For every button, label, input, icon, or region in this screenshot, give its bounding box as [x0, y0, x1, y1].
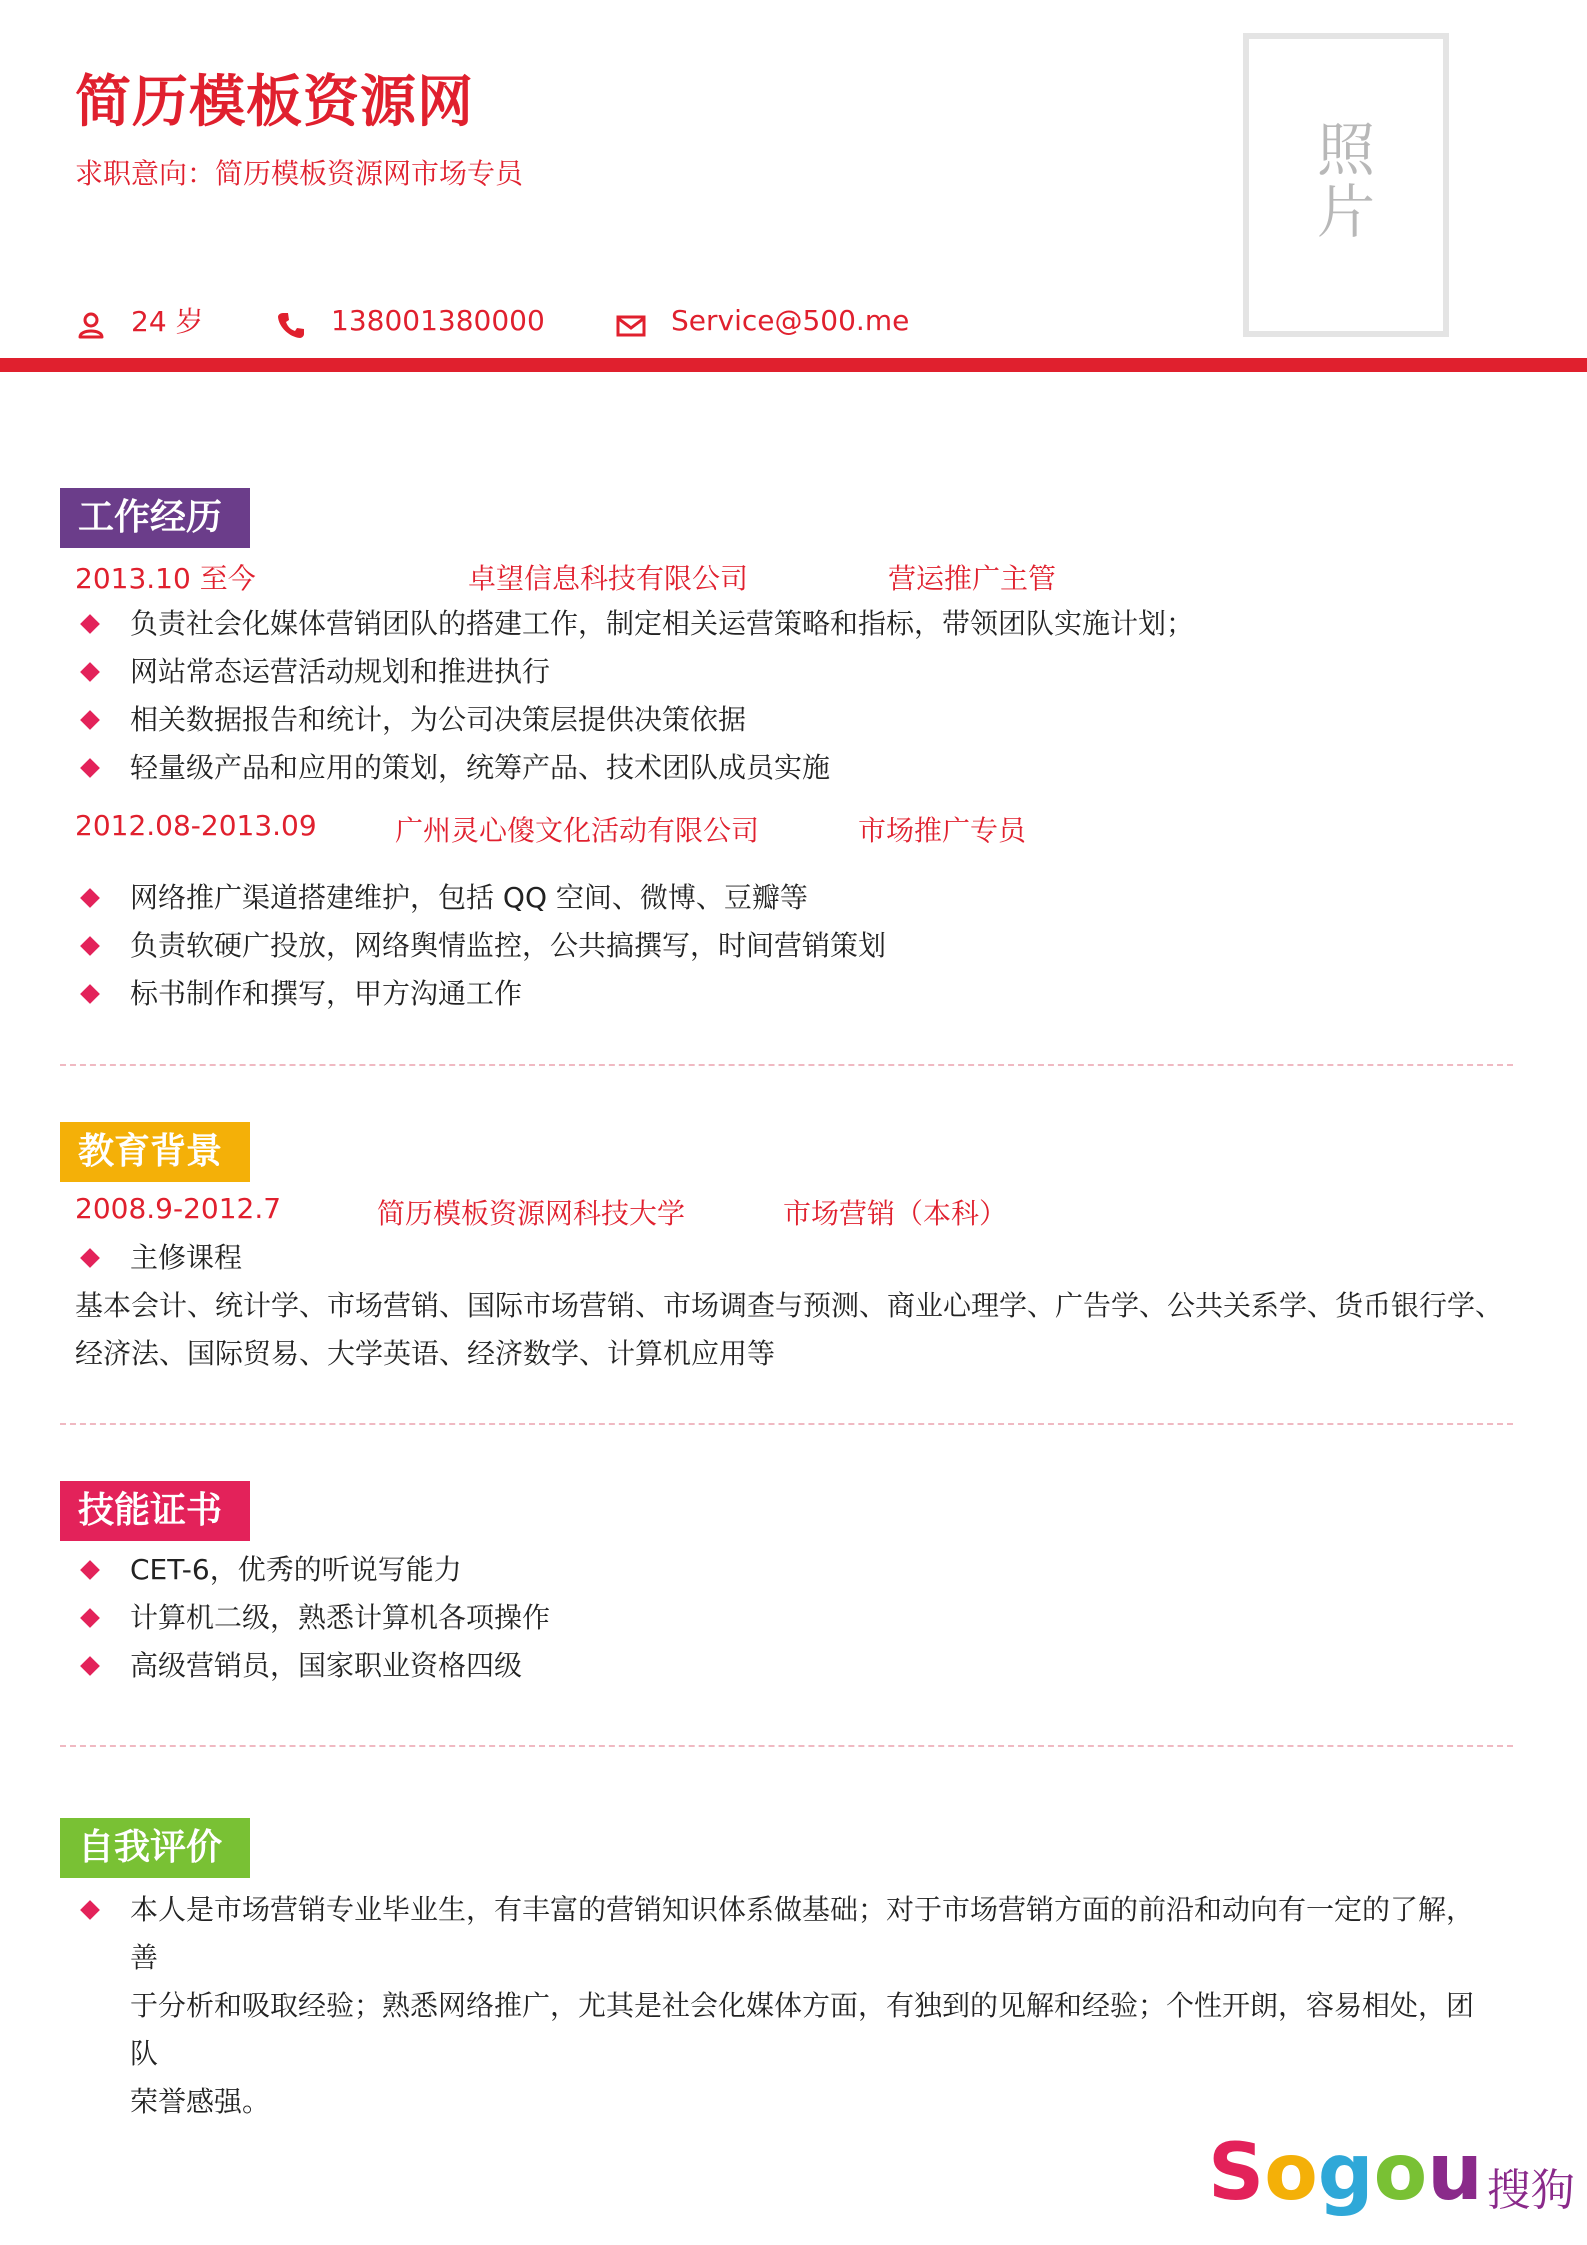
- duty-text: 负责社会化媒体营销团队的搭建工作，制定相关运营策略和指标，带领团队实施计划；: [130, 607, 1195, 640]
- skill-text: CET-6，优秀的听说写能力: [130, 1553, 462, 1586]
- list-item: [80, 696, 1194, 744]
- photo-label: 照片: [1316, 116, 1375, 246]
- section-divider: [60, 1423, 1513, 1425]
- section-title-work: 工作经历: [60, 488, 250, 548]
- job-2-role: 市场推广专员: [858, 814, 1027, 847]
- self-line: 本人是市场营销专业毕业生，有丰富的营销知识体系做基础；对于市场营销方面的前沿和动向有一定的了解，善: [130, 1893, 1475, 1974]
- diamond-bullet-icon: [80, 1656, 100, 1676]
- diamond-bullet-icon: [80, 662, 100, 682]
- contact-age: [75, 300, 204, 340]
- phone-icon: [275, 309, 307, 341]
- job-intent: [75, 152, 523, 192]
- contact-email: [615, 300, 909, 340]
- list-item: [80, 1594, 550, 1642]
- duty-text: 相关数据报告和统计，为公司决策层提供决策依据: [130, 703, 747, 736]
- diamond-bullet-icon: [80, 1248, 100, 1268]
- logo-letter: o: [1264, 2128, 1318, 2218]
- section-title-skills: 技能证书: [60, 1481, 250, 1541]
- phone-value: 138001380000: [331, 303, 545, 337]
- job-2-company: 广州灵心傻文化活动有限公司: [395, 814, 760, 847]
- job-intent-label: 求职意向：: [75, 157, 216, 190]
- job-intent-value: 简历模板资源网市场专员: [215, 157, 524, 190]
- diamond-bullet-icon: [80, 888, 100, 908]
- job-1-period: 2013.10 至今: [75, 562, 256, 595]
- duty-text: 标书制作和撰写，甲方沟通工作: [130, 977, 523, 1010]
- list-item: [80, 744, 1194, 792]
- diamond-bullet-icon: [80, 936, 100, 956]
- diamond-bullet-icon: [80, 614, 100, 634]
- age-value: 24 岁: [131, 305, 204, 338]
- job-1-company: 卓望信息科技有限公司: [468, 562, 749, 595]
- logo-letter: S: [1208, 2128, 1265, 2218]
- diamond-bullet-icon: [80, 984, 100, 1004]
- edu-major: 市场营销（本科）: [783, 1197, 1008, 1230]
- person-icon: [75, 309, 107, 341]
- job-1-duties: [80, 600, 1194, 792]
- section-title-self-evaluation: 自我评价: [60, 1818, 250, 1878]
- logo-letter: o: [1373, 2128, 1428, 2218]
- duty-text: 负责软硬广投放，网络舆情监控，公共搞撰写，时间营销策划: [130, 929, 887, 962]
- photo-placeholder: [1243, 33, 1449, 337]
- section-divider: [60, 1064, 1513, 1066]
- list-item: [80, 1642, 550, 1690]
- job-2-duties: [80, 874, 886, 1018]
- courses-line: 基本会计、统计学、市场营销、国际市场营销、市场调查与预测、商业心理学、广告学、公共关系学、货币银行学、: [75, 1289, 1504, 1322]
- list-item: [80, 600, 1194, 648]
- logo-chinese-text: 搜狗: [1486, 2165, 1575, 2216]
- list-item: [80, 1546, 550, 1594]
- job-2-period: 2012.08-2013.09: [75, 809, 317, 842]
- list-item: [80, 922, 886, 970]
- list-item: [80, 874, 886, 922]
- duty-text: 轻量级产品和应用的策划，统筹产品、技术团队成员实施: [130, 751, 831, 784]
- logo-letter: g: [1317, 2128, 1374, 2218]
- duty-text: 网站常态运营活动规划和推进执行: [130, 655, 551, 688]
- edu-courses-heading-list: [80, 1234, 242, 1282]
- contact-phone: [275, 300, 545, 340]
- job-1-role: 营运推广主管: [888, 562, 1057, 595]
- diamond-bullet-icon: [80, 1608, 100, 1628]
- duty-text: 网络推广渠道搭建维护，包括 QQ 空间、微博、豆瓣等: [130, 881, 808, 914]
- skill-text: 高级营销员，国家职业资格四级: [130, 1649, 523, 1682]
- edu-school: 简历模板资源网科技大学: [377, 1197, 686, 1230]
- email-value: Service@500.me: [671, 303, 910, 337]
- sogou-logo: [1208, 2128, 1575, 2218]
- list-item: [80, 970, 886, 1018]
- header-divider: [0, 358, 1587, 372]
- courses-heading: 主修课程: [130, 1241, 243, 1274]
- diamond-bullet-icon: [80, 1560, 100, 1580]
- candidate-name: 简历模板资源网: [75, 70, 474, 135]
- list-item: [80, 1234, 242, 1282]
- section-divider: [60, 1745, 1513, 1747]
- mail-icon: [615, 309, 647, 341]
- contact-info: [75, 300, 1175, 340]
- logo-letter: u: [1427, 2128, 1483, 2218]
- edu-period: 2008.9-2012.7: [75, 1192, 282, 1225]
- section-title-education: 教育背景: [60, 1122, 250, 1182]
- skill-text: 计算机二级，熟悉计算机各项操作: [130, 1601, 551, 1634]
- list-item: [80, 648, 1194, 696]
- diamond-bullet-icon: [80, 1900, 100, 1920]
- diamond-bullet-icon: [80, 710, 100, 730]
- courses-text: [75, 1282, 1515, 1378]
- self-evaluation-text: [80, 1886, 1500, 2126]
- courses-line: 经济法、国际贸易、大学英语、经济数学、计算机应用等: [75, 1337, 776, 1370]
- self-line: 荣誉感强。: [130, 2085, 271, 2118]
- self-line: 于分析和吸取经验；熟悉网络推广，尤其是社会化媒体方面，有独到的见解和经验；个性开朗，容易相处，团队: [130, 1989, 1475, 2070]
- diamond-bullet-icon: [80, 758, 100, 778]
- skills-list: [80, 1546, 550, 1690]
